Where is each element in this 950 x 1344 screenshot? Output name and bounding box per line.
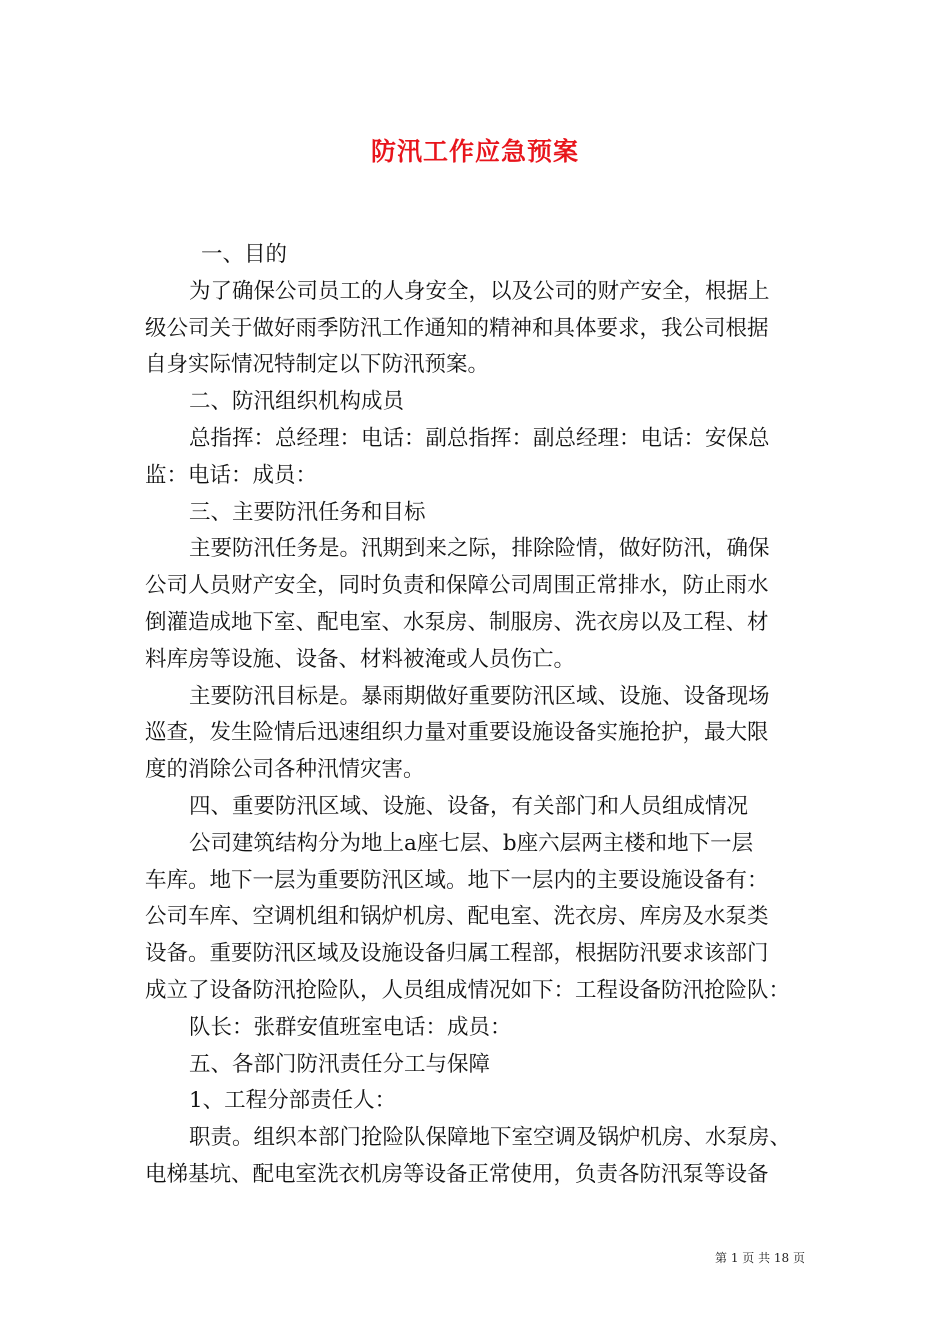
heading-1: 一、目的 [201,242,288,267]
paragraph-line: 车库。地下一层为重要防汛区域。地下一层内的主要设施设备有： [145,867,769,893]
paragraph-line: 电梯基坑、配电室洗衣机房等设备正常使用，负责各防汛泵等设备 [145,1161,769,1187]
paragraph-line: 自身实际情况特制定以下防汛预案。 [145,352,490,378]
paragraph-line: 为了确保公司员工的人身安全，以及公司的财产安全，根据上 [189,278,770,304]
paragraph-line: 设备。重要防汛区域及设施设备归属工程部，根据防汛要求该部门 [145,941,769,967]
paragraph-line: 巡查，发生险情后迅速组织力量对重要设施设备实施抢护，最大限 [145,720,769,746]
paragraph-line: 料库房等设施、设备、材料被淹或人员伤亡。 [145,646,576,672]
subheading: 1、工程分部责任人： [189,1088,397,1114]
heading-2: 二、防汛组织机构成员 [189,389,405,415]
paragraph-line: 级公司关于做好雨季防汛工作通知的精神和具体要求，我公司根据 [145,315,769,341]
paragraph-line: 度的消除公司各种汛情灾害。 [145,757,425,783]
paragraph-line: 公司人员财产安全，同时负责和保障公司周围正常排水，防止雨水 [145,573,769,599]
paragraph-line: 公司车库、空调机组和锅炉机房、配电室、洗衣房、库房及水泵类 [145,904,769,930]
heading-5: 五、各部门防汛责任分工与保障 [189,1051,491,1077]
paragraph-line: 队长：张群安值班室电话：成员： [189,1014,512,1040]
paragraph-line: 倒灌造成地下室、配电室、水泵房、制服房、洗衣房以及工程、材 [145,609,769,635]
page-number: 第 1 页 共 18 页 [715,1251,805,1265]
heading-3: 三、主要防汛任务和目标 [189,499,426,525]
paragraph-line: 主要防汛目标是。暴雨期做好重要防汛区域、设施、设备现场 [189,683,770,709]
paragraph-line: 总指挥：总经理：电话：副总指挥：副总经理：电话：安保总 [189,425,770,451]
document-body [145,237,809,1194]
paragraph-line: 主要防汛任务是。汛期到来之际，排除险情，做好防汛，确保 [189,536,770,562]
document-title: 防汛工作应急预案 [370,137,579,166]
paragraph-line: 成立了设备防汛抢险队，人员组成情况如下：工程设备防汛抢险队： [145,977,791,1003]
paragraph-line: 职责。组织本部门抢险队保障地下室空调及锅炉机房、水泵房、 [189,1125,792,1151]
paragraph-line: 监：电话：成员： [145,462,318,488]
paragraph-line: 公司建筑结构分为地上a座七层、b座六层两主楼和地下一层 [189,830,754,856]
heading-4: 四、重要防汛区域、设施、设备，有关部门和人员组成情况 [189,793,749,819]
